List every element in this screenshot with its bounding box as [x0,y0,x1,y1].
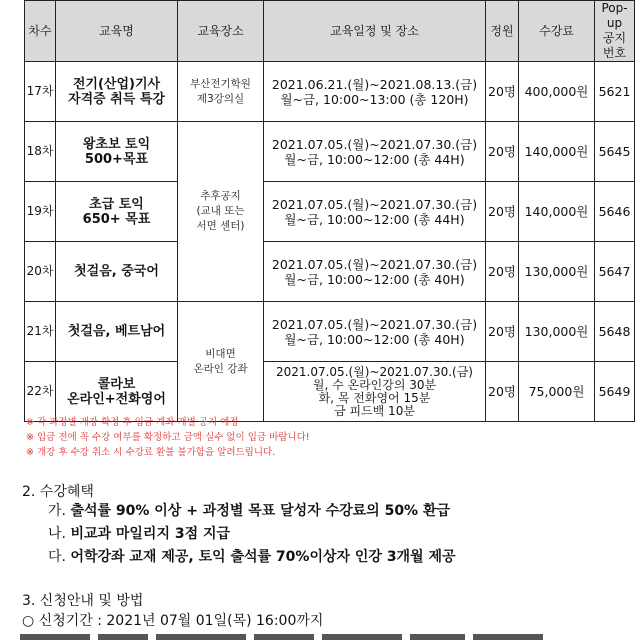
benefit-text: 출석률 90% 이상 + 과정별 목표 달성자 수강료의 50% 환급 [70,503,451,519]
row-code: 5649 [595,362,635,422]
row-capacity: 20명 [486,242,519,302]
place-cell-tbd: 추후공지 (교내 또는 서면 센터) [178,122,264,302]
row-no: 22차 [25,362,56,422]
benefit-mark: 다. [48,549,66,565]
row-fee: 75,000원 [519,362,595,422]
row-name: 초급 토익 650+ 목표 [56,182,178,242]
row-capacity: 20명 [486,362,519,422]
row-no: 18차 [25,122,56,182]
benefits-heading: 2. 수강혜택 [22,484,94,500]
row-no: 19차 [25,182,56,242]
benefit-item [48,523,456,546]
row-name: 첫걸음, 베트남어 [56,302,178,362]
row-name: 전기(산업)기사 자격증 취득 특강 [56,62,178,122]
place-cell-electric-academy: 부산전기학원 제3강의실 [178,62,264,122]
table-row [25,182,635,242]
benefit-text: 비교과 마일리지 3점 지급 [70,526,231,542]
benefit-item [48,500,456,523]
benefit-mark: 가. [48,503,66,519]
header-code-line1: Pop-up [601,1,628,30]
row-fee: 400,000원 [519,62,595,122]
row-fee: 130,000원 [519,242,595,302]
benefit-item [48,546,456,569]
table-row [25,302,635,362]
cutoff-text-line [20,634,580,640]
row-fee: 130,000원 [519,302,595,362]
row-schedule: 2021.07.05.(월)~2021.07.30.(금) 월~금, 10:00~12:00 (총 40H) [264,302,486,362]
row-capacity: 20명 [486,62,519,122]
note-line: ※ 입금 전에 꼭 수강 여부를 확정하고 금액 실수 없이 입금 바랍니다! [26,432,310,443]
row-fee: 140,000원 [519,182,595,242]
benefits-list [48,500,456,569]
row-schedule: 2021.06.21.(월)~2021.08.13.(금) 월~금, 10:00~13:00 (총 120H) [264,62,486,122]
row-schedule: 2021.07.05.(월)~2021.07.30.(금) 월~금, 10:00~12:00 (총 44H) [264,122,486,182]
row-code: 5646 [595,182,635,242]
row-fee: 140,000원 [519,122,595,182]
row-code: 5648 [595,302,635,362]
row-no: 21차 [25,302,56,362]
row-capacity: 20명 [486,302,519,362]
course-schedule-table [24,0,635,422]
row-capacity: 20명 [486,182,519,242]
row-name: 첫걸음, 중국어 [56,242,178,302]
row-capacity: 20명 [486,122,519,182]
apply-period: ○ 신청기간 : 2021년 07월 01일(목) 16:00까지 [22,613,324,629]
note-line: ※ 개강 후 수강 취소 시 수강료 환불 불가함을 알려드립니다. [26,447,276,458]
row-schedule: 2021.07.05.(월)~2021.07.30.(금) 월, 수 온라인강의 30분 화, 목 전화영어 15분 금 피드백 10분 [264,362,486,422]
row-name: 콜라보 온라인+전화영어 [56,362,178,422]
notes-block [26,415,626,460]
header-capacity: 정원 [486,1,519,62]
row-no: 17차 [25,62,56,122]
header-fee: 수강료 [519,1,595,62]
table-row [25,122,635,182]
header-code-line2: 공지 [602,31,627,45]
header-code-line3: 번호 [602,46,627,60]
place-cell-online: 비대면 온라인 강좌 [178,302,264,422]
row-no: 20차 [25,242,56,302]
apply-heading: 3. 신청안내 및 방법 [22,593,144,609]
table-header-row [25,1,635,62]
benefit-mark: 나. [48,526,66,542]
header-place: 교육장소 [178,1,264,62]
header-name: 교육명 [56,1,178,62]
table-row [25,362,635,422]
row-schedule: 2021.07.05.(월)~2021.07.30.(금) 월~금, 10:00~12:00 (총 40H) [264,242,486,302]
row-code: 5647 [595,242,635,302]
note-line: ※ 각 과정별 개강 확정 후 입금 계좌 개별 공지 예정 [26,417,239,428]
row-code: 5621 [595,62,635,122]
header-code [595,1,635,62]
table-row [25,242,635,302]
header-schedule: 교육일정 및 장소 [264,1,486,62]
table-row [25,62,635,122]
header-no: 차수 [25,1,56,62]
row-code: 5645 [595,122,635,182]
row-name: 왕초보 토익 500+목표 [56,122,178,182]
benefit-text: 어학강좌 교재 제공, 토익 출석률 70%이상자 인강 3개월 제공 [70,549,456,565]
row-schedule: 2021.07.05.(월)~2021.07.30.(금) 월~금, 10:00~12:00 (총 44H) [264,182,486,242]
